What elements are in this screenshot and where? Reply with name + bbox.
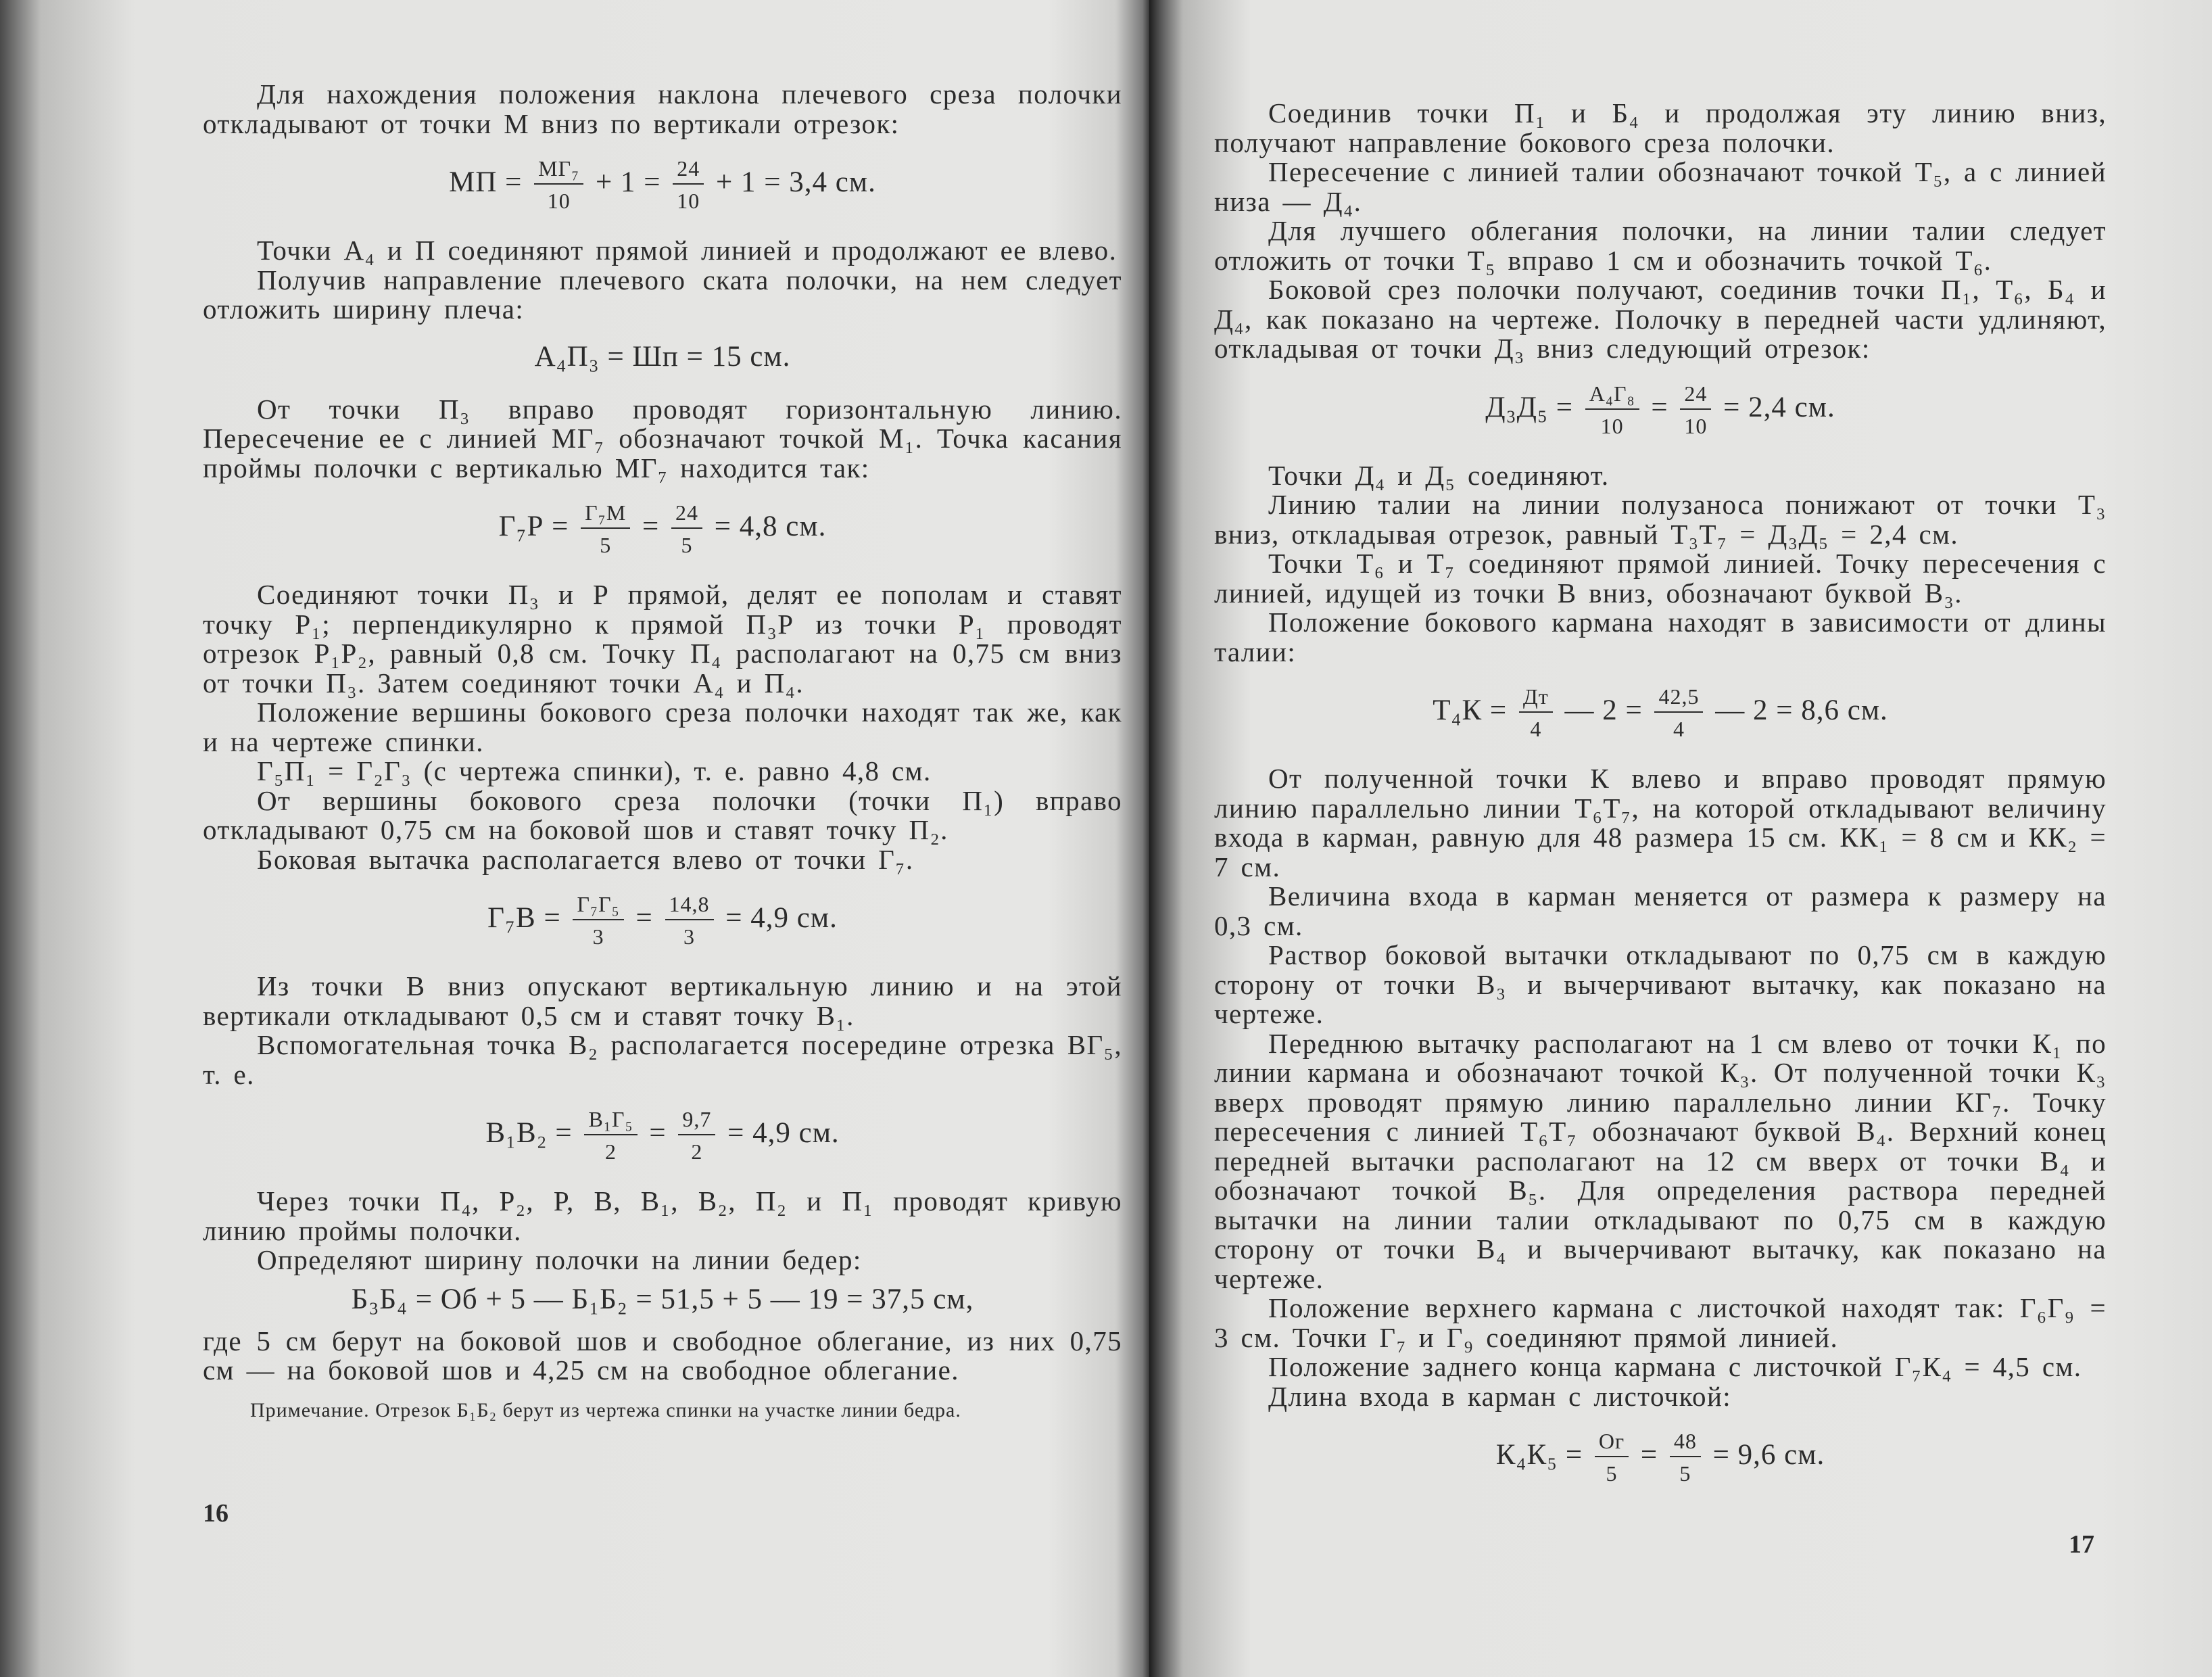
paragraph: Боковая вытачка располагается влево от точки Г₇. xyxy=(257,843,914,875)
formula-lhs: Д₃Д₅ = xyxy=(1485,391,1573,423)
formula-lhs: Г₇В = xyxy=(487,901,561,934)
numerator: 24 xyxy=(671,500,702,529)
fraction xyxy=(534,156,583,213)
denominator: 10 xyxy=(547,189,571,213)
paragraph: Раствор боковой вытачки откладывают по 0,75 см в каждую сторону от точки В₃ и вычерчивают вытачку, как показано на чертеже. xyxy=(1214,939,2107,1029)
paragraph: Пересечение с линией талии обозначают точкой Т₅, а с линией низа — Д₄. xyxy=(1214,156,2107,217)
formula-mid: = xyxy=(642,510,660,542)
paragraph: Через точки П₄, Р₂, Р, В, В₁, В₂, П₂ и П₁ проводят кривую линию проймы полочки. xyxy=(203,1185,1122,1246)
formula-rhs: = 4,8 см. xyxy=(714,510,827,542)
denominator: 5 xyxy=(681,533,693,557)
paragraph: Соединив точки П₁ и Б₄ и продолжая эту линию вниз, получают направление бокового среза полочки. xyxy=(1214,97,2107,158)
formula xyxy=(203,156,1122,213)
fraction xyxy=(1680,381,1711,438)
paragraph: Величина входа в карман меняется от размера к размеру на 0,3 см. xyxy=(1214,880,2107,941)
fraction xyxy=(665,892,714,949)
numerator: Г₇Г₅ xyxy=(573,892,623,920)
numerator: 24 xyxy=(1680,381,1711,410)
formula-mid: = xyxy=(635,901,653,934)
numerator: Г₇М xyxy=(581,500,630,529)
paragraph: Точки Д₄ и Д₅ соединяют. xyxy=(1268,459,1610,491)
denominator: 10 xyxy=(1600,413,1624,438)
paragraph: Для лучшего облегания полочки, на линии талии следует отложить от точки Т₅ вправо 1 см и обозначить точкой Т₆. xyxy=(1214,215,2107,276)
paragraph: Длина входа в карман с листочкой: xyxy=(1268,1380,1732,1412)
fraction xyxy=(584,1107,637,1164)
formula: А₄П₃ = Шп = 15 см. xyxy=(534,340,791,373)
formula-mid: = xyxy=(1651,391,1668,423)
paragraph: Из точки В вниз опускают вертикальную линию и на этой вертикали откладывают 0,5 см и ставят точку В₁. xyxy=(203,970,1122,1031)
denominator: 2 xyxy=(605,1139,617,1164)
fraction xyxy=(1519,684,1553,741)
formula xyxy=(203,500,1122,557)
paragraph: От точки П₃ вправо проводят горизонтальную линию. Пересечение ее с линией МГ₇ обозначают точкой М₁. Точка касания проймы полочки с вертикалью МГ₇ находится так: xyxy=(203,393,1122,483)
formula-mid: + 1 = xyxy=(596,166,661,198)
fraction xyxy=(573,892,623,949)
numerator: МГ₇ xyxy=(534,156,583,185)
numerator: В₁Г₅ xyxy=(584,1107,637,1135)
fraction xyxy=(678,1107,715,1164)
denominator: 3 xyxy=(592,924,604,949)
denominator: 5 xyxy=(1606,1461,1618,1486)
fraction xyxy=(1585,381,1639,438)
paragraph: Соединяют точки П₃ и Р прямой, делят ее пополам и ставят точку Р₁; перпендикулярно к прямой П₃Р из точки Р₁ проводят отрезок Р₁Р₂, равный 0,8 см. Точку П₄ располагают на 0,75 см вниз от точки П₃. Затем соединяют точки А₄ и П₄. xyxy=(203,579,1122,699)
denominator: 4 xyxy=(1673,717,1685,741)
formula: Б₃Б₄ = Об + 5 — Б₁Б₂ = 51,5 + 5 — 19 = 37,5 см, xyxy=(351,1283,974,1315)
paragraph: Для нахождения положения наклона плечевого среза полочки откладывают от точки М вниз по вертикали отрезок: xyxy=(203,78,1122,139)
denominator: 5 xyxy=(1679,1461,1691,1486)
formula-mid: = xyxy=(649,1116,667,1149)
paragraph: Боковой срез полочки получают, соединив точки П₁, Т₆, Б₄ и Д₄, как показано на чертеже. Полочку в передней части удлиняют, откладывая от точки Д₃ вниз следующий отрезок: xyxy=(1214,274,2107,364)
formula xyxy=(1214,381,2107,438)
paragraph: Точки А₄ и П соединяют прямой линией и продолжают ее влево. xyxy=(257,235,1117,266)
formula xyxy=(203,1107,1122,1164)
paragraph: Точки Т₆ и Т₇ соединяют прямой линией. Точку пересечения с линией, идущей из точки В вниз, обозначают буквой В₃. xyxy=(1214,548,2107,609)
paragraph: Получив направление плечевого ската полочки, на нем следует отложить ширину плеча: xyxy=(203,264,1122,325)
denominator: 10 xyxy=(677,189,700,213)
right-page xyxy=(1149,0,2212,1677)
paragraph: Положение вершины бокового среза полочки находят так же, как и на чертеже спинки. xyxy=(203,696,1122,757)
formula-mid: = xyxy=(1640,1438,1658,1471)
formula-lhs: Г₇Р = xyxy=(498,510,569,542)
numerator: 42,5 xyxy=(1654,684,1703,713)
fraction xyxy=(673,156,704,213)
formula-rhs: = 9,6 см. xyxy=(1712,1438,1825,1471)
paragraph: Линию талии на линии полузаноса понижают от точки Т₃ вниз, откладывая отрезок, равный Т₃Т₇ = Д₃Д₅ = 2,4 см. xyxy=(1214,489,2107,550)
formula-lhs: Т₄К = xyxy=(1433,694,1508,726)
denominator: 4 xyxy=(1530,717,1542,741)
paragraph: От полученной точки К влево и вправо проводят прямую линию параллельно линии Т₆Т₇, на которой откладывают величину входа в карман, равную для 48 размера 15 см. КК₁ = 8 см и КК₂ = 7 см. xyxy=(1214,763,2107,882)
numerator: Ог xyxy=(1595,1429,1629,1457)
denominator: 10 xyxy=(1684,413,1708,438)
formula-rhs: = 4,9 см. xyxy=(727,1116,840,1149)
numerator: А₄Г₈ xyxy=(1585,381,1639,410)
formula-mid: — 2 = xyxy=(1564,694,1643,726)
left-page-text xyxy=(203,80,1122,1422)
paragraph: Г₅П₁ = Г₂Г₃ (с чертежа спинки), т. е. равно 4,8 см. xyxy=(257,755,932,786)
paragraph: Вспомогательная точка В₂ располагается посередине отрезка ВГ₅, т. е. xyxy=(203,1029,1122,1090)
paragraph: где 5 см берут на боковой шов и свободное облегание, из них 0,75 см — на боковой шов и 4,25 см на свободное облегание. xyxy=(203,1325,1122,1386)
page-number: 16 xyxy=(203,1499,229,1528)
paragraph: От вершины бокового среза полочки (точки П₁) вправо откладывают 0,75 см на боковой шов и ставят точку П₂. xyxy=(203,784,1122,845)
formula xyxy=(203,892,1122,949)
numerator: 9,7 xyxy=(678,1107,715,1135)
formula-rhs: = 2,4 см. xyxy=(1723,391,1835,423)
fraction xyxy=(1654,684,1703,741)
numerator: 48 xyxy=(1670,1429,1701,1457)
formula-rhs: = 4,9 см. xyxy=(725,901,838,934)
denominator: 2 xyxy=(691,1139,703,1164)
denominator: 5 xyxy=(600,533,612,557)
numerator: 24 xyxy=(673,156,704,185)
numerator: Дт xyxy=(1519,684,1553,713)
footnote: Примечание. Отрезок Б₁Б₂ берут из чертежа спинки на участке линии бедра. xyxy=(250,1398,961,1421)
denominator: 3 xyxy=(683,924,696,949)
formula-rhs: + 1 = 3,4 см. xyxy=(716,166,876,198)
fraction xyxy=(581,500,630,557)
paragraph: Положение заднего конца кармана с листочкой Г₇К₄ = 4,5 см. xyxy=(1268,1351,2082,1382)
formula-lhs: К₄К₅ = xyxy=(1495,1438,1583,1471)
formula xyxy=(1214,684,2107,741)
numerator: 14,8 xyxy=(665,892,714,920)
fraction xyxy=(1595,1429,1629,1486)
formula-rhs: — 2 = 8,6 см. xyxy=(1715,694,1888,726)
fraction xyxy=(671,500,702,557)
fraction xyxy=(1670,1429,1701,1486)
paragraph: Положение бокового кармана находят в зависимости от длины талии: xyxy=(1214,607,2107,667)
page-number: 17 xyxy=(2069,1530,2094,1559)
paragraph: Переднюю вытачку располагают на 1 см влево от точки К₁ по линии кармана и обозначают точкой К₃. От полученной точки К₃ вверх проводят прямую линию параллельно линии КГ₇. Точку пересечения с линией Т₆Т₇ обозначают буквой В₄. Верхний конец передней вытачки располагают на 12 см вверх от точки В₄ и обозначают точкой В₅. Для определения раствора передней вытачки на линии талии откладывают по 0,75 см в каждую сторону от точки В₄ и вычерчивают вытачку, как показано на чертеже. xyxy=(1214,1027,2107,1294)
paragraph: Положение верхнего кармана с листочкой находят так: Г₆Г₉ = 3 см. Точки Г₇ и Г₉ соединяют прямой линией. xyxy=(1214,1292,2107,1353)
formula-lhs: В₁В₂ = xyxy=(485,1116,573,1149)
paragraph: Определяют ширину полочки на линии бедер: xyxy=(257,1244,862,1275)
formula xyxy=(1214,1429,2107,1486)
right-page-text xyxy=(1214,99,2107,1486)
formula-lhs: МП = xyxy=(449,166,523,198)
